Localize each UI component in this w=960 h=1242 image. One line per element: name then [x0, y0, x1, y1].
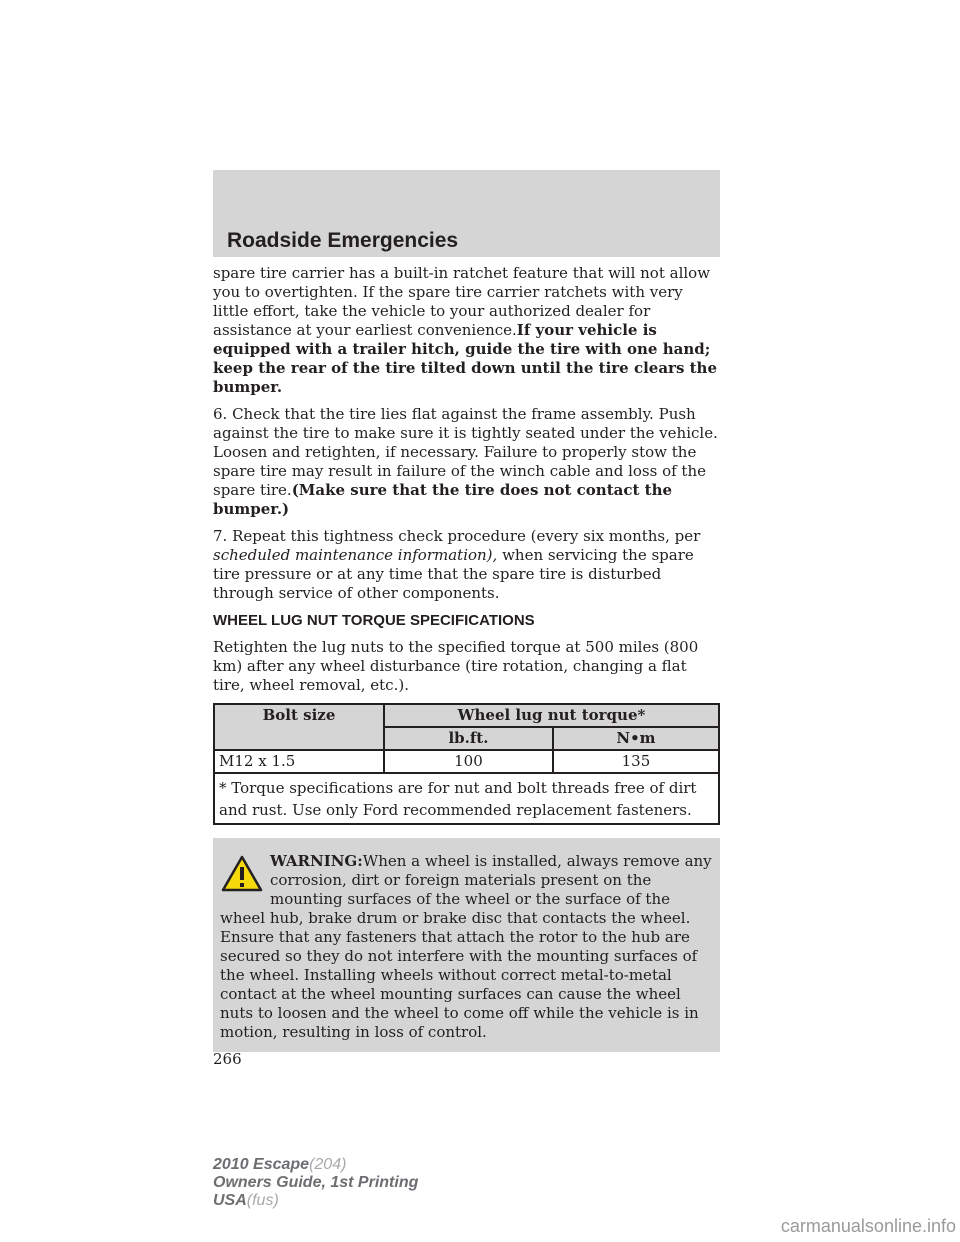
maintenance-reference: scheduled maintenance information),	[213, 546, 498, 564]
page-content	[213, 264, 720, 1052]
cell-nm: 135	[553, 750, 719, 773]
paragraph-step-7	[213, 527, 720, 603]
section-title: Roadside Emergencies	[227, 229, 459, 252]
warning-triangle-icon	[220, 854, 264, 894]
page-number: 266	[213, 1050, 242, 1068]
warning-text: When a wheel is installed, always remove any corrosion, dirt or foreign materials present on the mounting surfaces of the wheel or the surface of the wheel hub, brake drum or brake disc that contacts the wheel. Ensure that any fasteners that attach the rotor to the hub are secured so they do not interfere with the mounting surfaces of the wheel. Installing wheels without correct metal-to-metal contact at the wheel mounting surfaces can cause the wheel nuts to loosen and the wheel to come off while the vehicle is in motion, resulting in loss of control.	[220, 852, 712, 1041]
warning-label-wrap	[220, 852, 712, 1041]
paragraph-step-6	[213, 405, 720, 519]
footer-model: 2010 Escape	[213, 1156, 310, 1173]
paragraph-intro: Retighten the lug nuts to the specified torque at 500 miles (800 km) after any wheel disturbance (tire rotation, changing a flat tire, wheel removal, etc.).	[213, 638, 699, 694]
header-torque: Wheel lug nut torque*	[384, 704, 719, 727]
footer-market-code: (fus)	[246, 1192, 279, 1209]
paragraph-text: spare tire carrier has a built-in ratchet feature that will not allow you to overtighten. If the spare tire carrier ratchets with very little effort, take the vehicle to your authorized dealer for assistance at your earliest convenience.	[213, 264, 711, 339]
header-unit-lbft: lb.ft.	[384, 727, 553, 750]
torque-spec-table	[213, 703, 720, 825]
paragraph-text: when servicing the spare tire pressure or at any time that the spare tire is disturbed through service of other components.	[213, 546, 694, 602]
section-header-band	[213, 170, 720, 257]
footer-guide: Owners Guide, 1st Printing	[213, 1174, 419, 1191]
table-row	[214, 750, 719, 773]
footer-market: USA	[213, 1192, 247, 1209]
cell-bolt-size: M12 x 1.5	[214, 750, 384, 773]
paragraph-bold-text: (Make sure that the tire does not contact the bumper.)	[213, 481, 673, 518]
header-bolt-size: Bolt size	[214, 704, 384, 750]
section-heading: WHEEL LUG NUT TORQUE SPECIFICATIONS	[213, 612, 535, 629]
table-footnote-row	[214, 773, 719, 824]
table-header-row	[214, 704, 719, 727]
warning-box	[213, 838, 720, 1052]
header-unit-nm: N•m	[553, 727, 719, 750]
cell-lbft: 100	[384, 750, 553, 773]
paragraph-bold-text: If your vehicle is equipped with a trailer hitch, guide the tire with one hand; keep the rear of the tire tilted down until the tire clears the bumper.	[213, 321, 717, 396]
warning-label: WARNING:	[270, 852, 363, 870]
table-footnote: * Torque specifications are for nut and bolt threads free of dirt and rust. Use only Ford recommended replacement fasteners.	[214, 773, 719, 824]
footer-model-code: (204)	[309, 1156, 347, 1173]
site-watermark: carmanualsonline.info	[780, 1216, 956, 1236]
paragraph-text: 7. Repeat this tightness check procedure (every six months, per	[213, 527, 701, 545]
paragraph-text: 6. Check that the tire lies flat against the frame assembly. Push against the tire to make sure it is tightly seated under the vehicle. Loosen and retighten, if necessary. Failure to properly stow the spare tire may result in failure of the winch cable and loss of the spare tire.	[213, 405, 718, 499]
print-footer	[213, 1156, 418, 1210]
paragraph-spare-tire-carrier	[213, 264, 720, 397]
